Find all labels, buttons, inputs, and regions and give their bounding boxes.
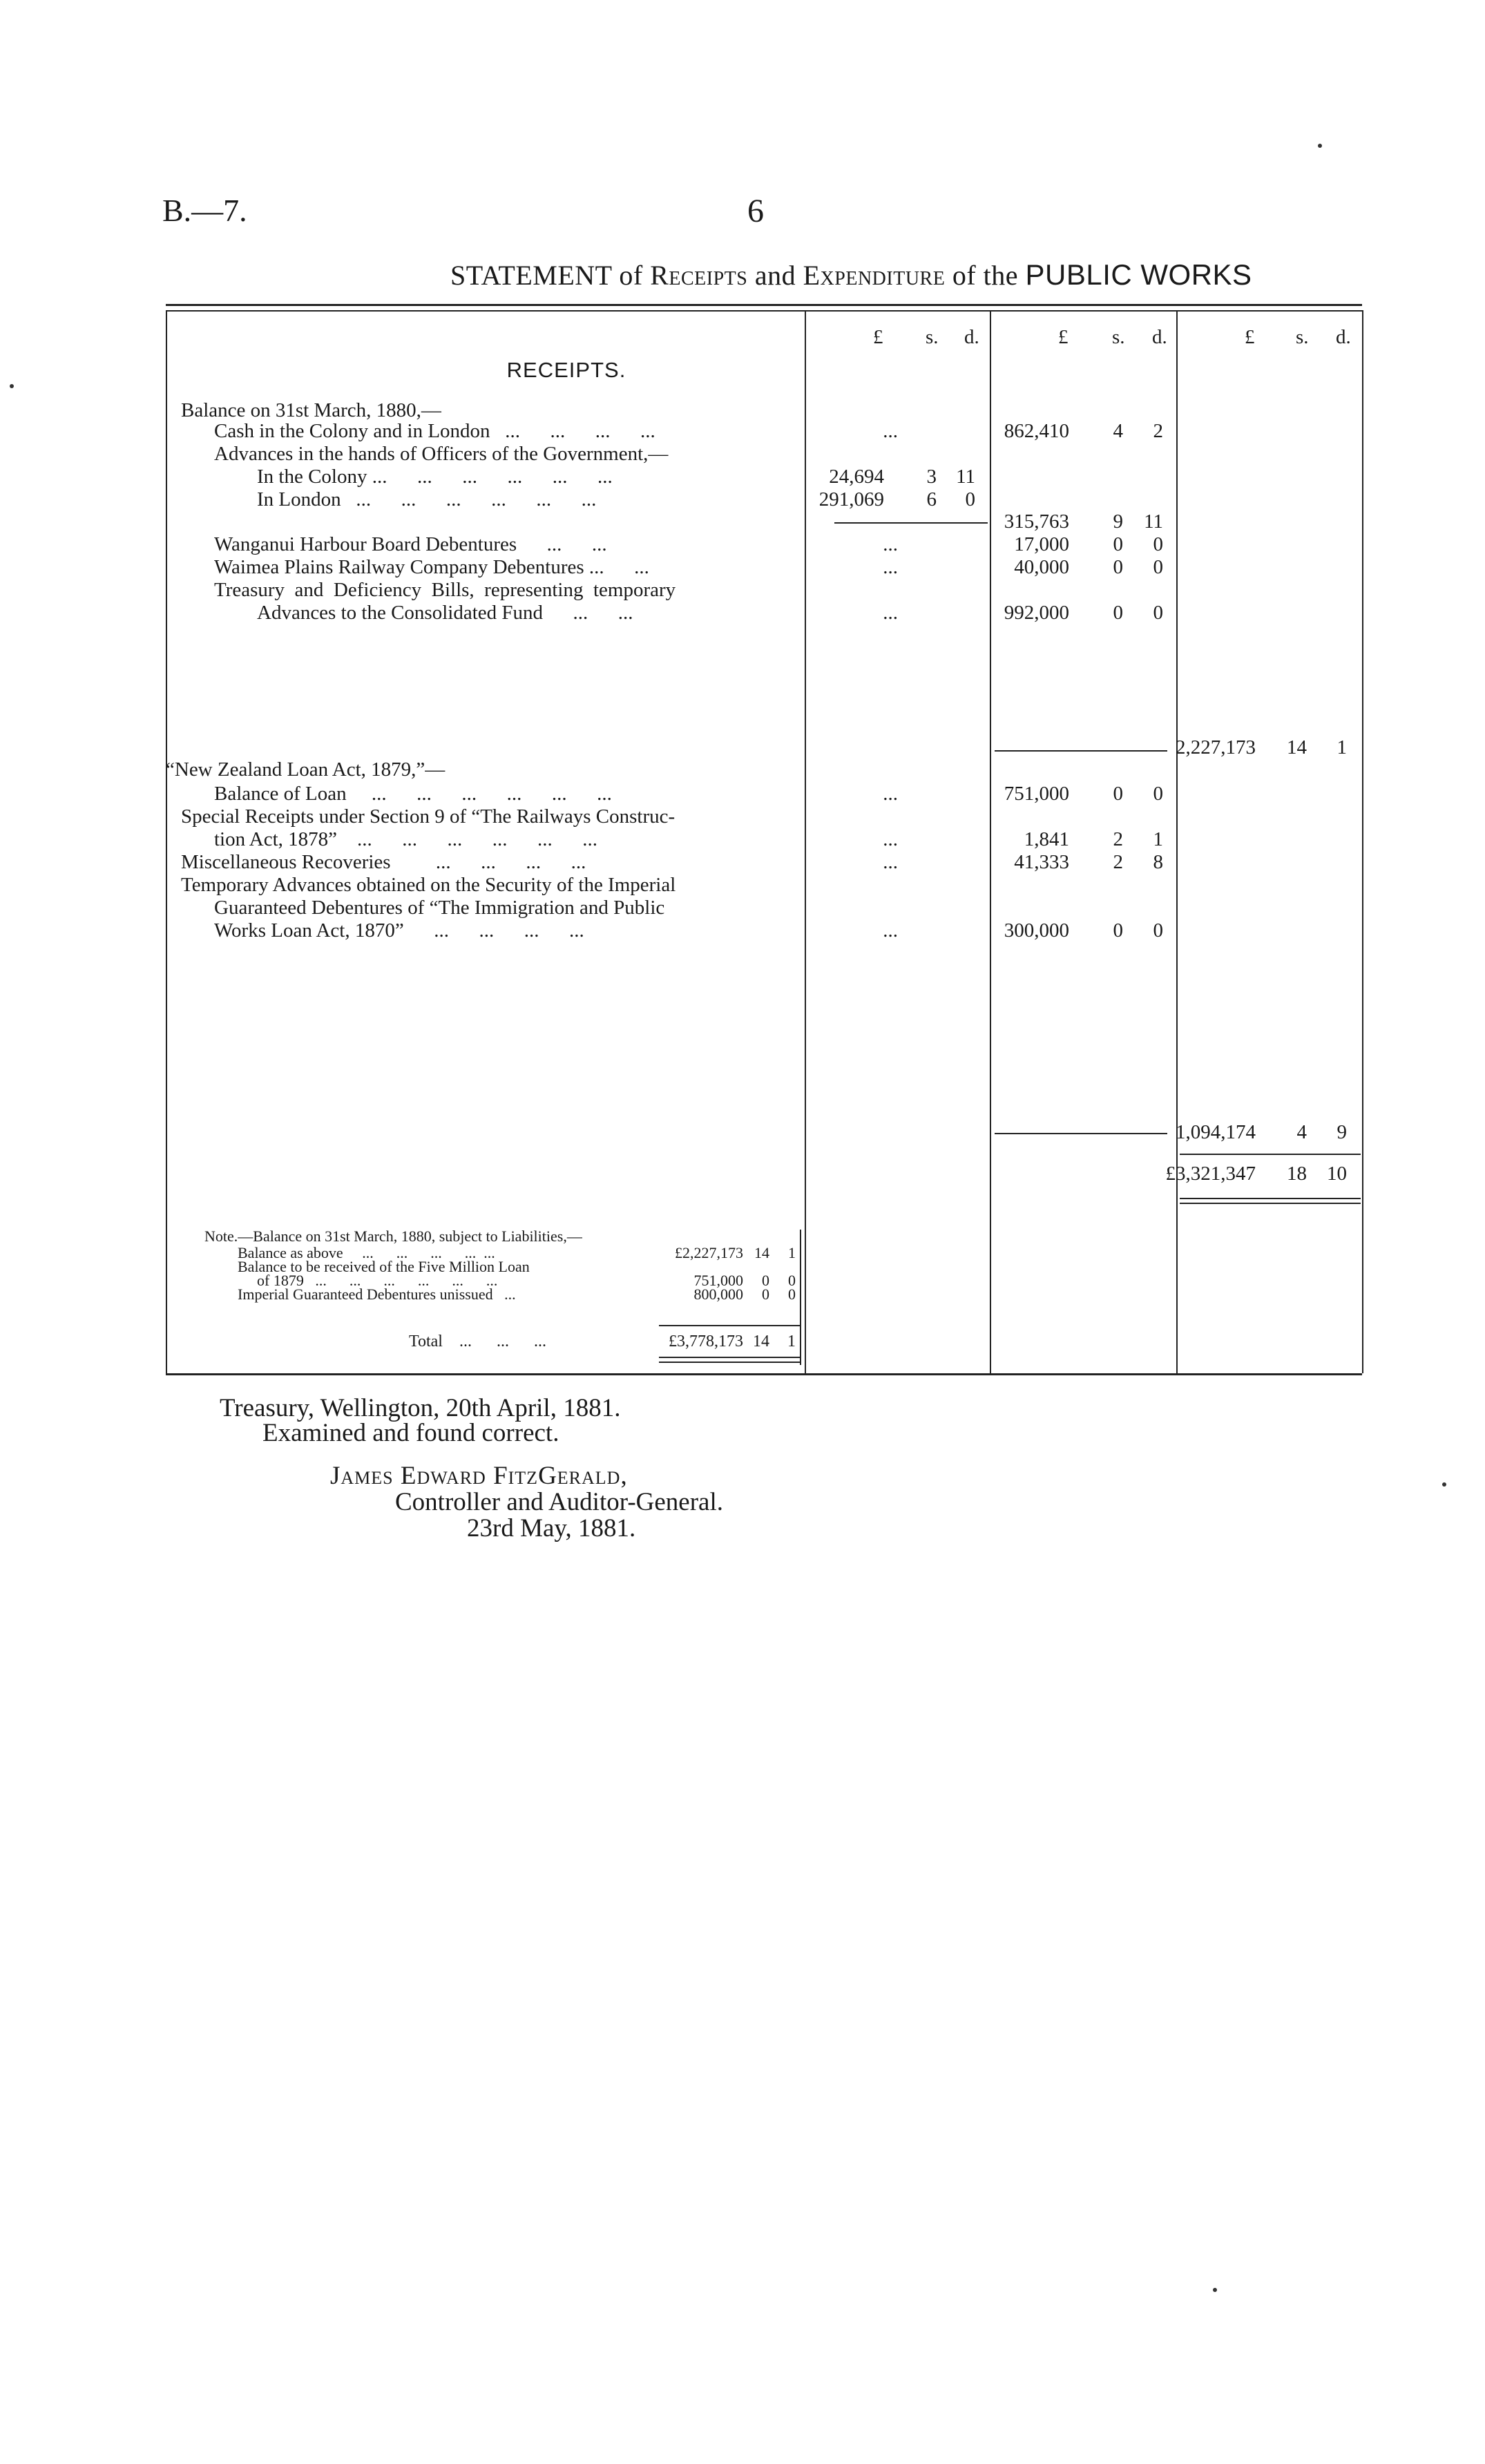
col3-pounds: 1,094,174 bbox=[1176, 1121, 1256, 1143]
col2-pounds: 992,000 bbox=[1004, 602, 1069, 624]
col2-shillings: 9 bbox=[1113, 510, 1123, 533]
title-expenditure: Expenditure bbox=[803, 260, 946, 291]
print-speck bbox=[1442, 1482, 1446, 1487]
row-label: Advances in the hands of Officers of the Government,— bbox=[214, 443, 669, 465]
row-label: Guaranteed Debentures of “The Immigration and Public bbox=[214, 897, 665, 919]
col3-pence: 10 bbox=[1327, 1163, 1347, 1185]
table-top-rule bbox=[166, 310, 1362, 312]
note-heading: Note.—Balance on 31st March, 1880, subject to Liabilities,— bbox=[204, 1228, 582, 1245]
col1-shillings: 6 bbox=[926, 488, 937, 510]
note-amount: 0 bbox=[762, 1286, 769, 1303]
footer-signatory: James Edward FitzGerald, bbox=[330, 1462, 628, 1490]
col3-shillings: 14 bbox=[1287, 736, 1307, 758]
note-amount: 1 bbox=[788, 1244, 796, 1261]
footer-place-date: Treasury, Wellington, 20th April, 1881. bbox=[220, 1394, 621, 1422]
table-right-rule bbox=[1362, 310, 1363, 1373]
col1-ditto: ... bbox=[883, 851, 898, 873]
title-of-the: of the bbox=[945, 260, 1026, 291]
col2-shillings: 2 bbox=[1113, 828, 1123, 850]
col2-pence: 0 bbox=[1153, 783, 1163, 805]
receipts-heading: RECEIPTS. bbox=[506, 358, 626, 382]
note-total-amount: £3,778,173 bbox=[669, 1333, 743, 1350]
col2-pounds: 41,333 bbox=[1014, 851, 1069, 873]
note-amount: 0 bbox=[762, 1272, 769, 1289]
col2-shillings: 0 bbox=[1113, 533, 1123, 555]
row-label: Works Loan Act, 1870” ... ... ... ... bbox=[214, 919, 584, 942]
note-double-rule bbox=[659, 1357, 801, 1358]
col2-pounds: 315,763 bbox=[1004, 510, 1069, 533]
note-double-rule bbox=[659, 1362, 801, 1363]
col3-pence-header: d. bbox=[1336, 326, 1351, 348]
row-label: Balance on 31st March, 1880,— bbox=[181, 399, 441, 421]
col1-pence: 11 bbox=[956, 466, 975, 488]
title-and: and bbox=[747, 260, 803, 291]
col2-pounds: 751,000 bbox=[1004, 783, 1069, 805]
table-top-rule bbox=[166, 304, 1362, 306]
sum-rule bbox=[1180, 1154, 1361, 1155]
col2-pence: 1 bbox=[1153, 828, 1163, 850]
col2-shillings: 0 bbox=[1113, 556, 1123, 578]
col1-pounds: 24,694 bbox=[829, 466, 884, 488]
title-part1: STATEMENT of bbox=[450, 260, 651, 291]
note-box-rule bbox=[800, 1230, 801, 1365]
col1-ditto: ... bbox=[883, 533, 898, 555]
note-total-label: Total ... ... ... bbox=[409, 1333, 546, 1350]
col2-shillings: 2 bbox=[1113, 851, 1123, 873]
col2-pence: 0 bbox=[1153, 533, 1163, 555]
col1-ditto: ... bbox=[883, 828, 898, 850]
col1-ditto: ... bbox=[883, 556, 898, 578]
row-label: tion Act, 1878” ... ... ... ... ... ... bbox=[214, 828, 598, 850]
note-amount: 0 bbox=[788, 1272, 796, 1289]
row-label: Treasury and Deficiency Bills, representing temporary bbox=[214, 579, 676, 601]
note-label: Imperial Guaranteed Debentures unissued ... bbox=[238, 1286, 516, 1303]
col3-pounds: 2,227,173 bbox=[1176, 736, 1256, 758]
note-amount: 800,000 bbox=[693, 1286, 743, 1303]
row-label: Temporary Advances obtained on the Security of the Imperial bbox=[181, 874, 676, 896]
col2-shillings: 0 bbox=[1113, 783, 1123, 805]
title-receipts: Receipts bbox=[650, 260, 748, 291]
col1-pounds: 291,069 bbox=[818, 488, 884, 510]
row-label: In London ... ... ... ... ... ... bbox=[257, 488, 597, 510]
col2-shillings: 0 bbox=[1113, 919, 1123, 942]
row-label: Balance of Loan ... ... ... ... ... ... bbox=[214, 783, 612, 805]
col2-pounds: 862,410 bbox=[1004, 420, 1069, 442]
note-amount: 751,000 bbox=[693, 1272, 743, 1289]
col2-shillings-header: s. bbox=[1112, 326, 1125, 348]
col2-pence: 2 bbox=[1153, 420, 1163, 442]
col1-pound-header: £ bbox=[873, 326, 883, 348]
col3-pence: 9 bbox=[1336, 1121, 1347, 1143]
col1-pence-header: d. bbox=[964, 326, 979, 348]
footer-date: 23rd May, 1881. bbox=[467, 1514, 636, 1543]
note-label: Balance as above ... ... ... ... ... bbox=[238, 1244, 495, 1261]
note-amount: 14 bbox=[754, 1244, 769, 1261]
note-sum-rule bbox=[659, 1325, 801, 1326]
table-left-rule bbox=[166, 310, 167, 1373]
print-speck bbox=[10, 384, 14, 388]
col2-pence: 11 bbox=[1144, 510, 1163, 533]
column-divider bbox=[1176, 310, 1178, 1373]
note-label: of 1879 ... ... ... ... ... ... bbox=[257, 1272, 498, 1289]
row-label: Waimea Plains Railway Company Debentures ... ... bbox=[214, 556, 649, 578]
note-amount: 0 bbox=[788, 1286, 796, 1303]
col3-pence: 1 bbox=[1336, 736, 1347, 758]
col2-pound-header: £ bbox=[1058, 326, 1069, 348]
col2-shillings: 0 bbox=[1113, 602, 1123, 624]
page-reference: B.—7. bbox=[162, 193, 247, 228]
table-bottom-rule bbox=[166, 1373, 1362, 1375]
col2-pounds: 300,000 bbox=[1004, 919, 1069, 942]
row-label: Advances to the Consolidated Fund ... ... bbox=[257, 602, 633, 624]
col2-pence-header: d. bbox=[1152, 326, 1167, 348]
col1-ditto: ... bbox=[883, 602, 898, 624]
print-speck bbox=[1318, 144, 1322, 148]
row-label: Wanganui Harbour Board Debentures ... ... bbox=[214, 533, 607, 555]
title-public-works: PUBLIC WORKS bbox=[1025, 258, 1252, 291]
page-title bbox=[450, 258, 1252, 292]
col2-shillings: 4 bbox=[1113, 420, 1123, 442]
col1-ditto: ... bbox=[883, 420, 898, 442]
col1-ditto: ... bbox=[883, 919, 898, 942]
row-label: Special Receipts under Section 9 of “The Railways Construc- bbox=[181, 805, 676, 828]
footer-role: Controller and Auditor-General. bbox=[395, 1488, 723, 1516]
col1-ditto: ... bbox=[883, 783, 898, 805]
double-rule bbox=[1180, 1198, 1361, 1199]
col1-shillings-header: s. bbox=[926, 326, 939, 348]
row-label: In the Colony ... ... ... ... ... ... bbox=[257, 466, 613, 488]
col2-pounds: 1,841 bbox=[1024, 828, 1069, 850]
col1-shillings: 3 bbox=[926, 466, 937, 488]
col3-shillings-header: s. bbox=[1296, 326, 1309, 348]
page-number: 6 bbox=[747, 193, 764, 229]
row-label: “New Zealand Loan Act, 1879,”— bbox=[166, 758, 446, 781]
col2-pence: 0 bbox=[1153, 602, 1163, 624]
note-total-amount: 1 bbox=[787, 1333, 796, 1350]
col1-pence: 0 bbox=[965, 488, 975, 510]
col2-pence: 0 bbox=[1153, 919, 1163, 942]
footer-examined: Examined and found correct. bbox=[262, 1419, 559, 1447]
double-rule bbox=[1180, 1203, 1361, 1204]
note-label: Balance to be received of the Five Million Loan bbox=[238, 1258, 530, 1275]
note-total-amount: 14 bbox=[753, 1333, 769, 1350]
print-speck bbox=[1213, 2288, 1217, 2292]
row-label: Miscellaneous Recoveries ... ... ... ... bbox=[181, 851, 586, 873]
note-amount: £2,227,173 bbox=[675, 1244, 743, 1261]
col3-shillings: 4 bbox=[1296, 1121, 1307, 1143]
col2-pence: 8 bbox=[1153, 851, 1163, 873]
col2-pounds: 17,000 bbox=[1014, 533, 1069, 555]
col3-pound-header: £ bbox=[1245, 326, 1255, 348]
col2-pence: 0 bbox=[1153, 556, 1163, 578]
col3-shillings: 18 bbox=[1287, 1163, 1307, 1185]
row-label: Cash in the Colony and in London ... ... ... ... bbox=[214, 420, 655, 442]
col3-pounds: £3,321,347 bbox=[1165, 1163, 1256, 1185]
col2-pounds: 40,000 bbox=[1014, 556, 1069, 578]
